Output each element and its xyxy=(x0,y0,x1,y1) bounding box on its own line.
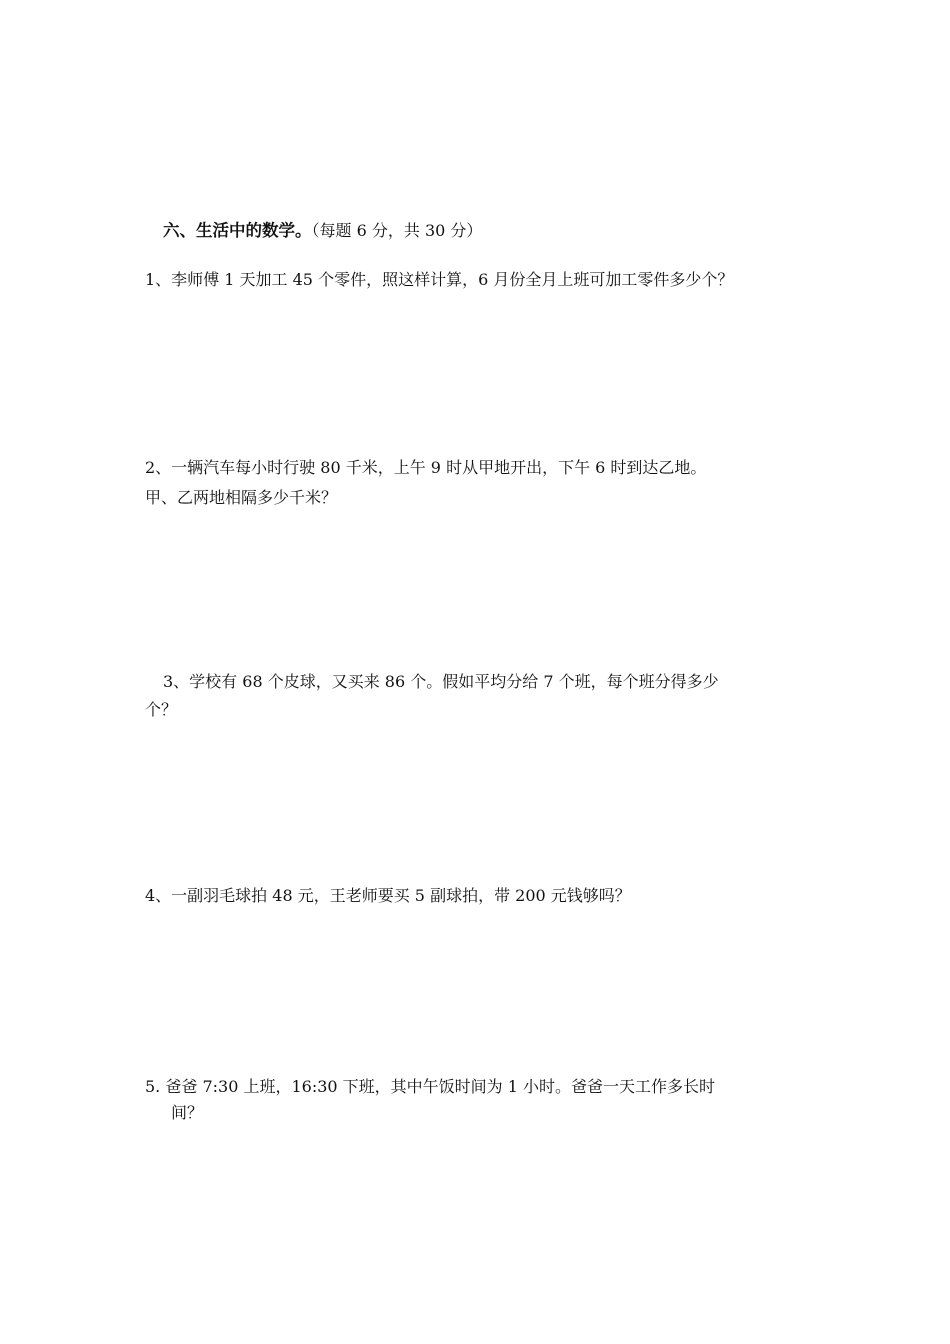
question-5-line-2: 间？ xyxy=(171,1103,204,1122)
question-1-line-1: 1、李师傅 1 天加工 45 个零件，照这样计算，6 月份全月上班可加工零件多少个？ xyxy=(145,270,734,289)
question-2-line-1: 2、一辆汽车每小时行驶 80 千米，上午 9 时从甲地开出，下午 6 时到达乙地。 xyxy=(145,458,707,477)
section-scoring-note: （每题 6 分，共 30 分） xyxy=(311,221,483,240)
question-2-line-2: 甲、乙两地相隔多少千米？ xyxy=(145,488,338,507)
question-3-line-2: 个？ xyxy=(145,700,178,719)
section-title: 六、生活中的数学。 xyxy=(163,221,312,240)
question-4-line-1: 4、一副羽毛球拍 48 元，王老师要买 5 副球拍，带 200 元钱够吗？ xyxy=(145,886,631,905)
question-3-line-1: 3、学校有 68 个皮球，又买来 86 个。假如平均分给 7 个班，每个班分得多少 xyxy=(163,672,719,691)
question-5-line-1: 5. 爸爸 7:30 上班，16:30 下班，其中午饭时间为 1 小时。爸爸一天工作多长时 xyxy=(145,1077,716,1096)
section-heading xyxy=(163,221,482,241)
